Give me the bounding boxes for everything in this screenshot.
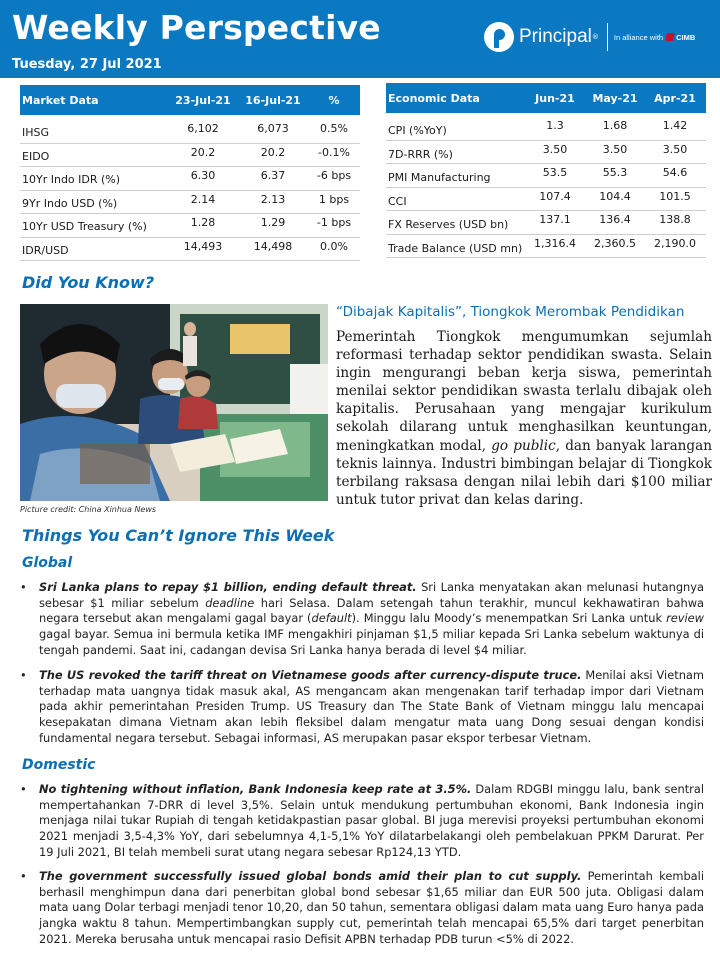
row-value: 1.3: [546, 119, 564, 132]
row-value: 2.13: [260, 192, 286, 206]
row-value: 53.5: [542, 166, 568, 179]
row-value: 3.50: [542, 142, 568, 156]
table-bottom-rule: [386, 257, 706, 258]
row-label: 9Yr Indo USD (%): [22, 196, 118, 210]
row-value: 54.6: [662, 166, 688, 179]
row-value: 2,190.0: [654, 236, 696, 250]
row-label: Trade Balance (USD mn): [388, 241, 523, 255]
market-header-col2: 16-Jul-21: [245, 94, 301, 107]
bullet-marker: •: [20, 869, 27, 883]
principal-logo-mark-icon: [484, 22, 514, 52]
page-header: [0, 0, 720, 78]
row-value: 6.37: [260, 169, 286, 182]
news-text: Pemerintah kembali berhasil menghimpun dana dari penerbitan global bond sebesar $1,65 miliar dan EUR 500 juta. Obligasi dalam mata uang Dolar terbagi menjadi tenor 10,20, dan 50 tahun, sementara obligasi dalam mata uang Euro hanya pada jangka waktu 8 tahun. Mempertimbangkan supply cut, pemerintah telah mencapai 65,5% dari target penerbitan 2021. Mereka berusaha untuk mencapai rasio Defisit APBN terhadap PDB turun <5% di 2022.: [39, 869, 704, 946]
row-divider: [386, 163, 706, 164]
row-divider: [20, 190, 360, 191]
domestic-subheading: Domestic: [22, 757, 96, 773]
row-value: 1.42: [662, 119, 688, 132]
row-value: 1.68: [602, 119, 628, 132]
row-label: CCI: [388, 194, 407, 208]
news-text: Dalam RDGBI minggu lalu, bank sentral mempertahankan 7-DRR di level 3,5%. Selain untuk mendukung pertumbuhan ekonomi, Bank Indonesia ingin menjaga nilai tukar Rupiah di tengah ketidakpastian pasar global. BI juga merevisi proyeksi pertumbuhan ekonomi 2021 menjadi 3,5-4,3% YoY, dari sebelumnya 4,1-5,1% YoY dilatarbelakangi oleh pembelakuan PPKM Darurat. Per 19 Juli 2021, BI telah membeli surat utang negara sebesar Rp124,13 YTD.: [39, 782, 704, 859]
row-label: CPI (%YoY): [388, 124, 447, 137]
logo-divider: [607, 23, 608, 51]
row-value: 20.2: [260, 145, 286, 159]
news-headline: The government successfully issued global bonds amid their plan to cut supply.: [39, 869, 582, 883]
logo-registered-mark: ®: [591, 33, 599, 41]
econ-table-header: [386, 83, 706, 113]
did-you-know-heading: Did You Know?: [22, 273, 155, 292]
row-value: 101.5: [659, 189, 691, 203]
article-body: [336, 328, 712, 509]
news-text-italic: deadline: [205, 595, 255, 610]
row-value: 6.30: [190, 169, 216, 182]
row-label: EIDO: [22, 149, 50, 163]
market-header-col3: %: [328, 94, 340, 107]
market-data-table: [20, 85, 360, 260]
classroom-photo: [20, 304, 328, 501]
row-value: 55.3: [602, 166, 628, 179]
article-title: “Dibajak Kapitalis”, Tiongkok Merombak Pendidikan: [336, 304, 685, 320]
bullet-marker: •: [20, 782, 27, 796]
econ-header-label: Economic Data: [388, 92, 480, 105]
global-subheading: Global: [22, 555, 73, 571]
row-label: IHSG: [22, 126, 50, 139]
row-divider: [386, 234, 706, 235]
row-label: IDR/USD: [22, 243, 69, 257]
row-value: 0.5%: [320, 122, 348, 135]
row-value: 2,360.5: [594, 236, 636, 250]
news-text: Sri Lanka menyatakan akan melunasi hutangnya sebesar $1 miliar sebelum: [39, 580, 704, 610]
photo-credit: Picture credit: China Xinhua News: [20, 505, 157, 514]
report-date: Tuesday, 27 Jul 2021: [12, 57, 162, 72]
econ-header-col2: May-21: [592, 92, 638, 105]
row-divider: [386, 187, 706, 188]
partner-name: CIMB: [676, 32, 696, 42]
row-value: 104.4: [599, 189, 631, 203]
news-headline: The US revoked the tariff threat on Vietnamese goods after currency-dispute truce.: [39, 668, 582, 682]
news-text-italic: default: [311, 611, 352, 626]
row-value: 1,316.4: [534, 236, 576, 250]
logo-name: Principal: [519, 26, 592, 47]
row-value: 2.14: [190, 192, 216, 206]
report-title: Weekly Perspective: [12, 8, 381, 47]
news-text: hari Selasa. Dalam setengah tahun terakhir, muncul kekhawatiran bahwa negara tersebut akan mengalami gagal bayar (: [39, 595, 704, 626]
row-value: -1 bps: [316, 216, 352, 229]
row-divider: [20, 213, 360, 214]
row-divider: [20, 143, 360, 144]
row-value: 6,102: [187, 122, 219, 135]
row-value: 1 bps: [318, 192, 350, 206]
domestic-news-item: [20, 869, 704, 948]
principal-logo: [484, 20, 695, 54]
row-value: -0.1%: [318, 145, 350, 159]
alliance-tagline: [614, 33, 695, 42]
news-text: Menilai aksi Vietnam terhadap mata uangnya tidak masuk akal, AS mengancam akan mengenakan tarif terhadap impor dari Vietnam pada akhir pemerintahan Presiden Trump. US Treasury dan The State Bank of Vietnam minggu lalu mencapai kesepakatan dimana Vietnam akan lebih fleksibel dalam mengatur mata uang Dong sesuai dengan kondisi fundamental negara tersebut. Sebagai informasi, AS merupakan pasar ekspor terbesar Vietnam.: [39, 668, 704, 745]
news-text-italic: review: [666, 611, 704, 626]
row-value: -6 bps: [316, 169, 352, 182]
market-header-col1: 23-Jul-21: [175, 94, 231, 107]
news-text: gagal bayar. Semua ini bermula ketika IMF mengakhiri pinjaman $1,5 miliar kepada Sri Lanka sebelum waktunya di tengah pandemi. Saat ini, cadangan devisa Sri Lanka hanya berada di level $4 miliar.: [39, 627, 704, 657]
row-value: 3.50: [602, 142, 628, 156]
row-label: 7D-RRR (%): [388, 147, 453, 161]
row-value: 1.28: [190, 216, 216, 229]
row-value: 20.2: [190, 145, 216, 159]
news-text: ). Minggu lalu Moody’s menempatkan Sri Lanka untuk: [351, 611, 667, 626]
row-value: 138.8: [659, 213, 691, 226]
row-divider: [20, 237, 360, 238]
row-value: 14,493: [183, 239, 223, 253]
market-table-header: [20, 85, 360, 115]
row-value: 1.29: [260, 216, 286, 229]
row-divider: [386, 210, 706, 211]
global-news-item: [20, 580, 704, 659]
bullet-marker: •: [20, 580, 27, 594]
alliance-text: In alliance with: [613, 32, 664, 42]
economic-data-table: [386, 83, 706, 258]
news-headline: No tightening without inflation, Bank Indonesia keep rate at 3.5%.: [39, 782, 472, 796]
row-value: 3.50: [662, 142, 688, 156]
things-heading: Things You Can’t Ignore This Week: [22, 526, 335, 545]
domestic-news-item: [20, 782, 704, 861]
row-label: FX Reserves (USD bn): [388, 218, 509, 231]
row-label: 10Yr USD Treasury (%): [22, 220, 147, 233]
row-value: 0.0%: [320, 239, 348, 253]
row-value: 136.4: [599, 213, 631, 226]
row-divider: [20, 166, 360, 167]
row-value: 137.1: [539, 213, 571, 226]
bullet-marker: •: [20, 668, 27, 682]
row-value: 14,498: [253, 239, 293, 253]
market-header-label: Market Data: [22, 94, 99, 107]
article-body-part2: , dan banyak larangan teknis lainnya. Industri bimbingan belajar di Tiongkok terbilang raksasa dengan nilai lebih dari $100 miliar untuk tutor privat dan kelas daring.: [336, 437, 712, 508]
news-headline: Sri Lanka plans to repay $1 billion, ending default threat.: [39, 580, 417, 594]
cimb-icon: [665, 33, 674, 41]
row-value: 107.4: [539, 189, 571, 203]
article-body-italic: go public: [491, 437, 556, 454]
econ-header-col3: Apr-21: [654, 92, 696, 105]
global-news-item: [20, 668, 704, 747]
row-label: PMI Manufacturing: [388, 171, 491, 184]
article-body-part1: Pemerintah Tiongkok mengumumkan sejumlah reformasi terhadap sektor pendidikan swasta. Selain ingin mengurangi beban kerja siswa, pemerintah menilai sektor pendidikan swasta terlalu dibajak oleh kapitalis. Perusahaan yang mengajar kurikulum sekolah dilarang untuk menghasilkan keuntungan, meningkatkan modal,: [336, 329, 712, 454]
row-label: 10Yr Indo IDR (%): [22, 173, 121, 186]
classroom-photo-illustration: [20, 304, 328, 501]
row-divider: [386, 140, 706, 141]
table-bottom-rule: [20, 260, 360, 261]
econ-header-col1: Jun-21: [535, 92, 575, 105]
row-value: 6,073: [257, 122, 289, 135]
